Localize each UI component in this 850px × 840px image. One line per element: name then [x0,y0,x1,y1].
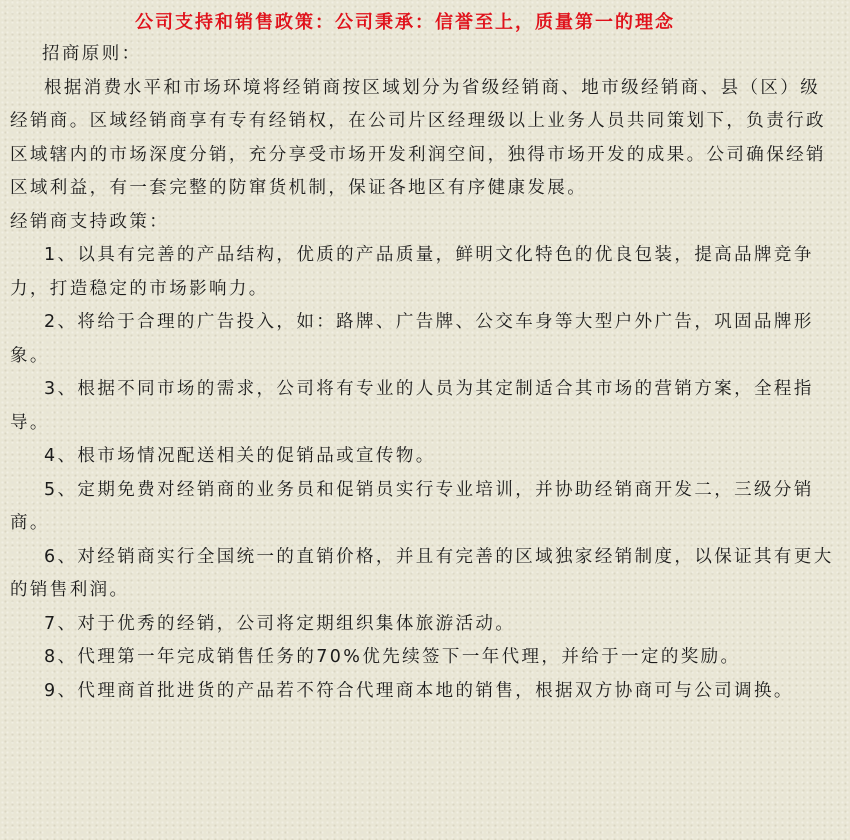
support-item-8: 8、代理第一年完成销售任务的70%优先续签下一年代理，并给于一定的奖励。 [44,647,741,667]
support-item-2: 2、将给于合理的广告投入，如：路牌、广告牌、公交车身等大型户外广告，巩固品牌形象。 [10,312,814,366]
support-item-3: 3、根据不同市场的需求，公司将有专业的人员为其定制适合其市场的营销方案，全程指导。 [10,379,814,433]
section-heading-support: 经销商支持政策： [10,211,170,232]
support-item-9: 9、代理商首批进货的产品若不符合代理商本地的销售，根据双方协商可与公司调换。 [44,680,794,701]
support-item-6: 6、对经销商实行全国统一的直销价格，并且有完善的区域独家经销制度，以保证其有更大的销售利润。 [10,546,834,600]
page-title: 公司支持和销售政策：公司秉承：信誉至上，质量第一的理念 [135,12,675,33]
section-heading-principles: 招商原则： [42,44,142,64]
principles-paragraph: 根据消费水平和市场环境将经销商按区域划分为省级经销商、地市级经销商、县（区）级经销商。区域经销商享有专有经销权，在公司片区经理级以上业务人员共同策划下，负责行政区域辖内的市场深度分销，充分享受市场开发利润空间，独得市场开发的成果。公司确保经销区域利益，有一套完整的防窜货机制，保证各地区有序健康发展。 [10,77,826,198]
support-item-1: 1、以具有完善的产品结构，优质的产品质量，鲜明文化特色的优良包装，提高品牌竞争力，打造稳定的市场影响力。 [10,245,814,299]
support-item-7: 7、对于优秀的经销，公司将定期组织集体旅游活动。 [44,613,516,634]
support-item-4: 4、根市场情况配送相关的促销品或宣传物。 [44,446,436,466]
support-item-5: 5、定期免费对经销商的业务员和促销员实行专业培训，并协助经销商开发二，三级分销商。 [10,479,814,533]
